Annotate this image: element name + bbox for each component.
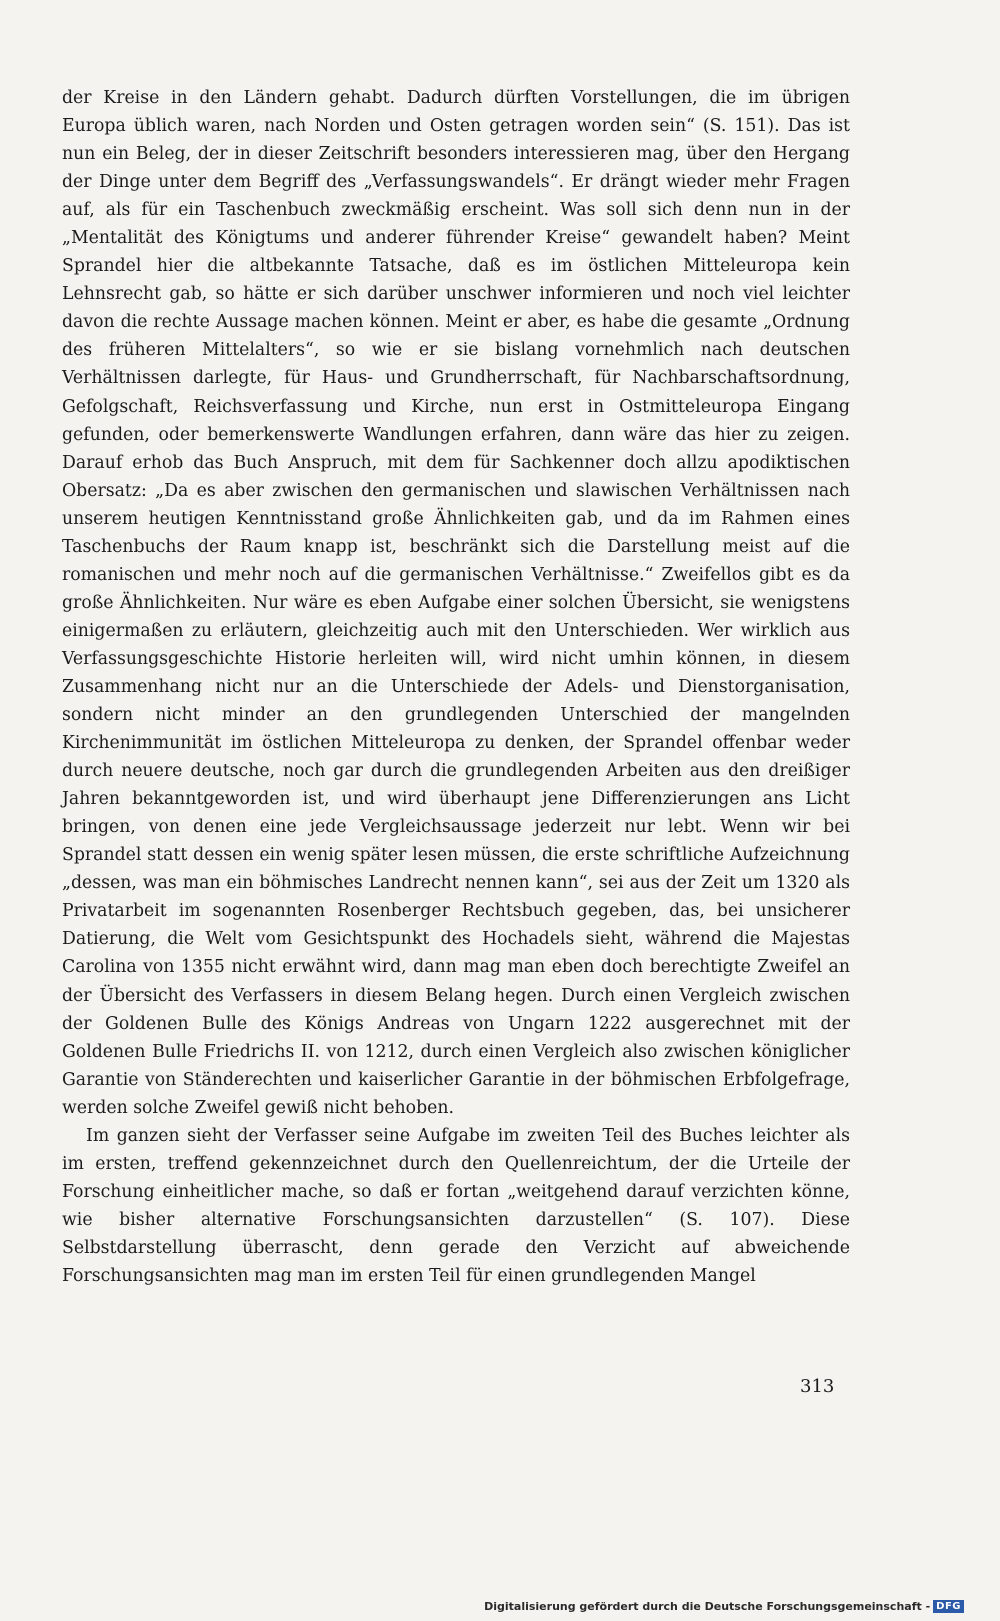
- page-number: 313: [800, 1376, 835, 1397]
- credit-text: Digitalisierung gefördert durch die Deutsche Forschungsgemeinschaft -: [484, 1600, 931, 1613]
- paragraph-1: der Kreise in den Ländern gehabt. Dadurch dürften Vorstellungen, die im übrigen Europa üblich waren, nach Norden und Osten getragen worden sein“ (S. 151). Das ist nun ein Beleg, der in dieser Zeitschrift besonders interessieren mag, über den Hergang der Dinge unter dem Begriff des „Verfassungswandels“. Er drängt wieder mehr Fragen auf, als für ein Taschenbuch zweckmäßig erscheint. Was soll sich denn nun in der „Mentalität des Königtums und anderer führender Kreise“ gewandelt haben? Meint Sprandel hier die altbekannte Tatsache, daß es im östlichen Mitteleuropa kein Lehnsrecht gab, so hätte er sich darüber unschwer informieren und noch viel leichter davon die rechte Aussage machen können. Meint er aber, es habe die gesamte „Ordnung des früheren Mittelalters“, so wie er sie bislang vornehmlich nach deutschen Verhältnissen darlegte, für Haus- und Grundherrschaft, für Nachbarschaftsordnung, Gefolgschaft, Reichsverfassung und Kirche, nun erst in Ostmitteleuropa Eingang gefunden, oder bemerkenswerte Wandlungen erfahren, dann wäre das hier zu zeigen. Darauf erhob das Buch Anspruch, mit dem für Sachkenner doch allzu apodiktischen Obersatz: „Da es aber zwischen den germanischen und slawischen Verhältnissen nach unserem heutigen Kenntnisstand große Ähnlichkeiten gab, und da im Rahmen eines Taschenbuchs der Raum knapp ist, beschränkt sich die Darstellung meist auf die romanischen und mehr noch auf die germanischen Verhältnisse.“ Zweifellos gibt es da große Ähnlichkeiten. Nur wäre es eben Aufgabe einer solchen Übersicht, sie wenigstens einigermaßen zu erläutern, gleichzeitig auch mit den Unterschieden. Wer wirklich aus Verfassungsgeschichte Historie herleiten will, wird nicht umhin können, in diesem Zusammenhang nicht nur an die Unterschiede der Adels- und Dienstorganisation, sondern nicht minder an den grundlegenden Unterschied der mangelnden Kirchenimmunität im östlichen Mitteleuropa zu denken, der Sprandel offenbar weder durch neuere deutsche, noch gar durch die grundlegenden Arbeiten aus den dreißiger Jahren bekanntgeworden ist, und wird überhaupt jene Differenzierungen ans Licht bringen, von denen eine jede Vergleichsaussage jederzeit nur lebt. Wenn wir bei Sprandel statt dessen ein wenig später lesen müssen, die erste schriftliche Aufzeichnung „dessen, was man ein böhmisches Landrecht nennen kann“, sei aus der Zeit um 1320 als Privatarbeit im sogenannten Rosenberger Rechtsbuch gegeben, das, bei unsicherer Datierung, die Welt vom Gesichtspunkt des Hochadels sieht, während die Majestas Carolina von 1355 nicht erwähnt wird, dann mag man eben doch berechtigte Zweifel an der Übersicht des Verfassers in diesem Belang hegen. Durch einen Vergleich zwischen der Goldenen Bulle des Königs Andreas von Ungarn 1222 ausgerechnet mit der Goldenen Bulle Friedrichs II. von 1212, durch einen Vergleich also zwischen königlicher Garantie von Ständerechten und kaiserlicher Garantie in der böhmischen Erbfolgefrage, werden solche Zweifel gewiß nicht behoben.: [62, 88, 850, 1118]
- digitization-credit: [484, 1600, 964, 1613]
- paragraph-2: Im ganzen sieht der Verfasser seine Aufgabe im zweiten Teil des Buches leichter als im ersten, treffend gekennzeichnet durch den Quellenreichtum, der die Urteile der Forschung einheitlicher mache, so daß er fortan „weitgehend darauf verzichten könne, wie bisher alternative Forschungsansichten darzustellen“ (S. 107). Diese Selbstdarstellung überrascht, denn gerade den Verzicht auf abweichende Forschungsansichten mag man im ersten Teil für einen grundlegenden Mangel: [62, 1125, 850, 1286]
- body-text: [62, 84, 850, 1290]
- dfg-logo-icon: DFG: [933, 1600, 964, 1613]
